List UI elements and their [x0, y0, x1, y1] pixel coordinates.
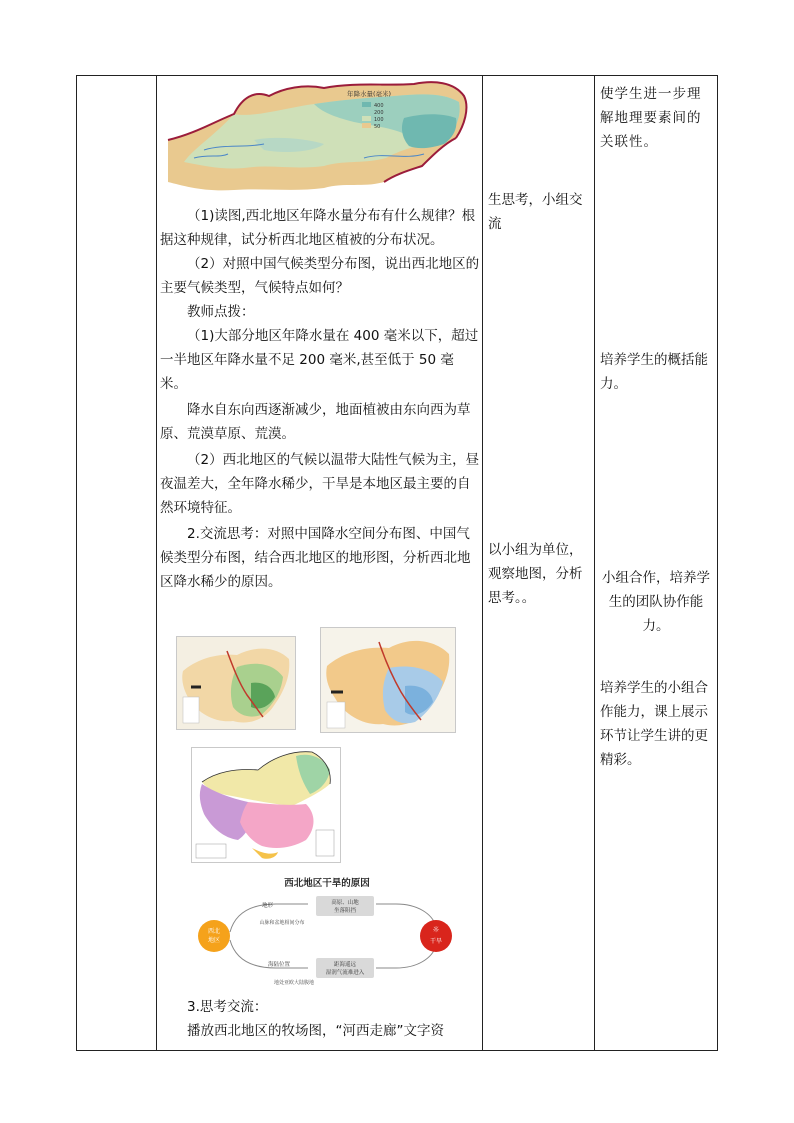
- table-border-col1: [156, 75, 157, 1051]
- intent-3: 小组合作，培养学生的团队协作能力。: [602, 570, 710, 634]
- drought-label: 干旱: [429, 938, 443, 945]
- intent-2: 培养学生的概括能力。: [600, 352, 708, 392]
- legend-value-400: 400: [374, 103, 384, 109]
- table-border-right: [717, 75, 718, 1051]
- svg-text:距海遥远: 距海遥远: [333, 962, 357, 968]
- svg-text:高原、山地: 高原、山地: [331, 900, 359, 906]
- terrain-label: 地形: [262, 903, 274, 909]
- intent-1: 使学生进一步理解地理要素间的关联性。: [600, 86, 702, 150]
- legend-value-50: 50: [374, 124, 381, 130]
- table-bottom-border: [76, 1050, 718, 1051]
- position-label: 海陆位置: [268, 962, 291, 968]
- legend-value-200: 200: [374, 110, 384, 116]
- task-3-text: 播放西北地区的牧场图，“河西走廊”文字资: [187, 1023, 444, 1039]
- china-climate-map: [320, 627, 456, 733]
- student-activity-1: 生思考，小组交流: [488, 192, 583, 232]
- intent-4: 培养学生的小组合作能力，课上展示环节让学生讲的更精彩。: [600, 680, 708, 768]
- precipitation-map: [164, 78, 476, 196]
- task-3-title: 3.思考交流：: [187, 999, 268, 1015]
- svg-text:湿润气流难进入: 湿润气流难进入: [325, 970, 365, 976]
- task-2: 2.交流思考：对照中国降水空间分布图、中国气候类型分布图，结合西北地区的地形图，分析西北地区降水稀少的原因。: [160, 526, 471, 590]
- china-precipitation-map: [176, 636, 296, 730]
- table-border-col3: [594, 75, 595, 1051]
- svg-text:西北: 西北: [207, 928, 221, 935]
- diagram-title: 西北地区干旱的原因: [284, 878, 370, 889]
- answer-2: （2）西北地区的气候以温带大陆性气候为主，昼夜温差大，全年降水稀少，干旱是本地区最主要的自然环境特征。: [160, 452, 480, 516]
- question-1: （1)读图,西北地区年降水量分布有什么规律？根据这种规律，试分析西北地区植被的分布状况。: [160, 208, 476, 248]
- table-border-col2: [482, 75, 483, 1051]
- drought-cause-diagram: [196, 874, 458, 992]
- terrain-note: 山脉和盆地相间分布: [259, 920, 305, 926]
- task-3: [160, 995, 480, 1043]
- legend-title: 年降水量(毫米): [347, 90, 392, 98]
- question-2: （2）对照中国气候类型分布图，说出西北地区的主要气候类型，气候特点如何？: [160, 256, 480, 296]
- answer-1-vegetation: 降水自东向西逐渐减少，地面植被由东向西为草原、荒漠草原、荒漠。: [160, 402, 471, 442]
- svg-text:坐落阻挡: 坐落阻挡: [333, 908, 357, 914]
- position-note: 地处亚欧大陆腹地: [273, 980, 315, 986]
- svg-text:地区: 地区: [207, 937, 221, 944]
- table-top-border: [76, 75, 718, 76]
- china-regions-map: [191, 747, 341, 863]
- lesson-content: [160, 204, 480, 594]
- legend-value-100: 100: [374, 117, 384, 123]
- answer-1: （1)大部分地区年降水量在 400 毫米以下，超过一半地区年降水量不足 200 毫米,甚至低于 50 毫米。: [160, 328, 479, 392]
- student-activity-2: 以小组为单位，观察地图，分析思考。。: [488, 542, 583, 606]
- table-border-left: [76, 75, 77, 1051]
- teacher-tip-title: 教师点拨：: [187, 304, 255, 320]
- northwest-node: [198, 920, 230, 952]
- svg-text:☼: ☼: [432, 925, 440, 934]
